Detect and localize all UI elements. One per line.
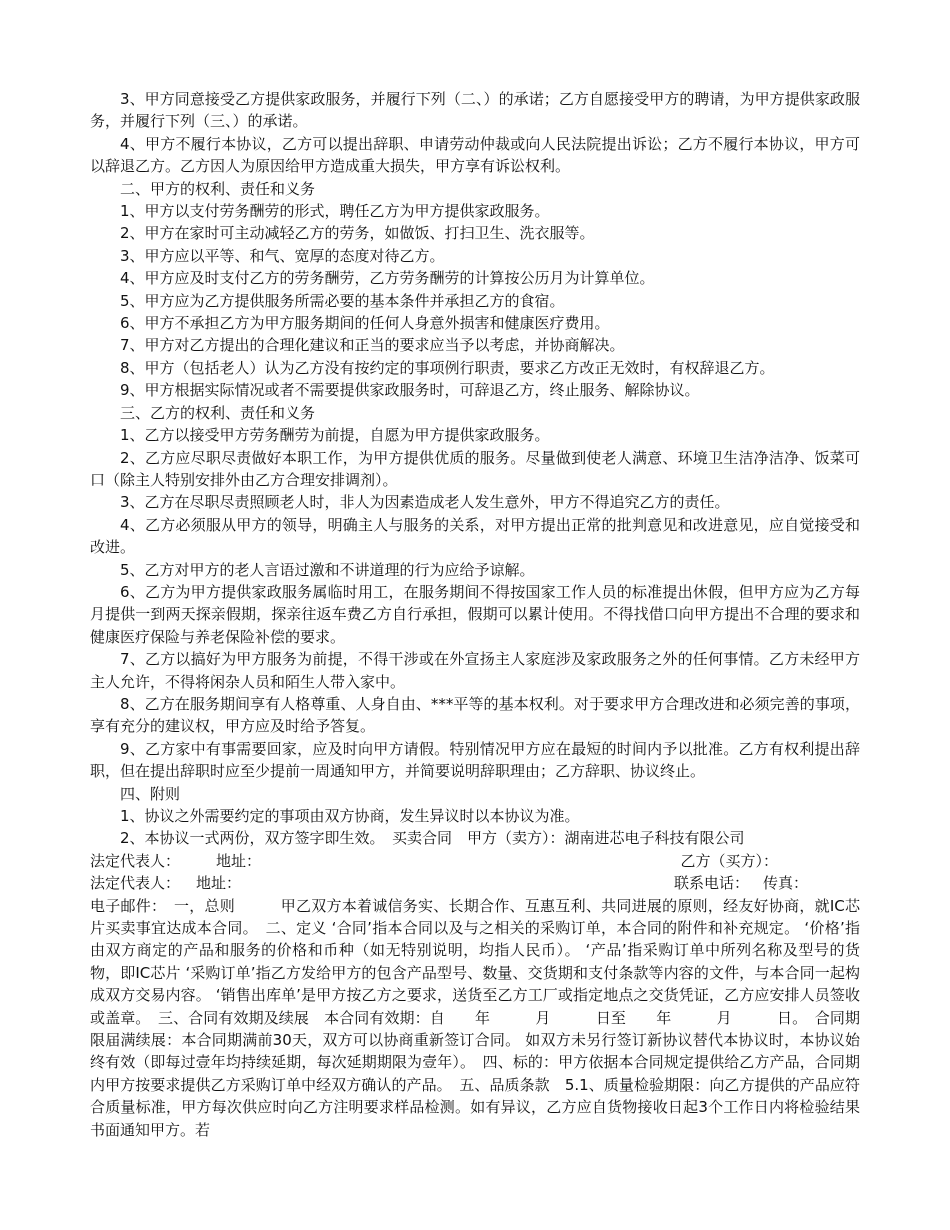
clause-paragraph: 1、乙方以接受甲方劳务酬劳为前提，自愿为甲方提供家政服务。	[120, 426, 550, 445]
clause-paragraph: 3、甲方应以平等、和气、宽厚的态度对待乙方。	[120, 246, 445, 265]
clause-paragraph: 9、甲方根据实际情况或者不需要提供家政服务时，可辞退乙方，终止服务、解除协议。	[120, 381, 700, 400]
clause-paragraph: 5、甲方应为乙方提供服务所需必要的基本条件并承担乙方的食宿。	[120, 291, 565, 310]
clause-paragraph: 1、协议之外需要约定的事项由双方协商，发生异议时以本协议为准。	[120, 807, 580, 825]
signature-clause: 2、本协议一式两份，双方签字即生效。 买卖合同 甲方（卖方）：湖南进芯电子科技有限公司	[120, 829, 745, 848]
clause-paragraph: 4、甲方应及时支付乙方的劳务酬劳，乙方劳务酬劳的计算按公历月为计算单位。	[120, 269, 655, 288]
clause-paragraph: 8、乙方在服务期间享有人格尊重、人身自由、***平等的基本权利。对于要求甲方合理改进和必须完善的事项，享有充分的建议权，甲方应及时给予答复。	[90, 694, 860, 736]
clause-paragraph: 三、乙方的权利、责任和义务	[120, 403, 316, 422]
clause-paragraph: 7、甲方对乙方提出的合理化建议和正当的要求应当予以考虑，并协商解决。	[120, 336, 625, 355]
clause-paragraph: 7、乙方以搞好为甲方服务为前提，不得干涉或在外宣扬主人家庭涉及家政服务之外的任何事情。乙方未经甲方主人允许，不得将闲杂人员和陌生人带入家中。	[90, 650, 860, 691]
clause-paragraph: 8、甲方（包括老人）认为乙方没有按约定的事项例行职责，要求乙方改正无效时，有权辞退乙方。	[120, 358, 775, 377]
clause-paragraph: 3、乙方在尽职尽责照顾老人时，非人为因素造成老人发生意外，甲方不得追究乙方的责任。	[120, 493, 730, 512]
representative-row-2	[90, 872, 860, 894]
clause-paragraph: 四、附则	[120, 784, 181, 803]
clause-paragraph: 6、乙方为甲方提供家政服务属临时用工，在服务期间不得按国家工作人员的标准提出休假，但甲方应为乙方每月提供一到两天探亲假期，探亲往返车费乙方自行承担，假期可以累计使用。不得找借口向甲方提出不合理的要求和健康医疗保险与养老保险补偿的要求。	[90, 582, 860, 646]
clause-paragraph: 2、乙方应尽职尽责做好本职工作，为甲方提供优质的服务。尽量做到使老人满意、环境卫生洁净洁净、饭菜可口（除主人特别安排外由乙方合理安排调剂）。	[90, 448, 860, 489]
clause-paragraph: 二、甲方的权利、责任和义务	[120, 179, 316, 198]
address-label-1: 地址：	[216, 851, 262, 870]
contract-document	[90, 88, 860, 1141]
representative-row-1	[90, 850, 860, 872]
sales-contract-body: 电子邮件： 一，总则 甲乙双方本着诚信务实、长期合作、互惠互利、共同进展的原则，经友好协商，就IC芯片买卖事宜达成本合同。 二、定义 ‘合同’指本合同以及与之相关的采购订单，本合同的附件和补充规定。 ‘价格’指由双方商定的产品和服务的价格和币种（如无特别说明，均指人民币）。 ‘产品’指采购订单中所列名称及型号的货物，即IC芯片 ‘采购订单’指乙方发给甲方的包含产品型号、数量、交货期和支付条款等内容的文件，与本合同一起构成双方交易内容。 ‘销售出库单’是甲方按乙方之要求，送货至乙方工厂或指定地点之交货凭证，乙方应安排人员签收或盖章。 三、合同有效期及续展 本合同有效期：自 年 月 日至 年 月 日。 合同期限届满续展：本合同期满前30天，双方可以协商重新签订合同。 如双方未另行签订新协议替代本协议时，本协议始终有效（即每过壹年均持续延期，每次延期期限为壹年）。 四、标的：甲方依据本合同规定提供给乙方产品，合同期内甲方按要求提供乙方采购订单中经双方确认的产品。 五、品质条款 5.1、质量检验期限：向乙方提供的产品应符合质量标准，甲方每次供应时向乙方注明要求样品检测。如有异议，乙方应自货物接收日起3个工作日内将检验结果书面通知甲方。若	[90, 896, 860, 1139]
party-b-buyer-label: 乙方（买方）：	[680, 851, 778, 870]
clause-paragraph: 3、甲方同意接受乙方提供家政服务，并履行下列（二、）的承诺；乙方自愿接受甲方的聘请，为甲方提供家政服务，并履行下列（三、）的承诺。	[90, 90, 860, 131]
legal-rep-label-2: 法定代表人：	[90, 874, 181, 893]
clause-paragraph: 4、甲方不履行本协议，乙方可以提出辞职、申请劳动仲裁或向人民法院提出诉讼；乙方不履行本协议，甲方可以辞退乙方。乙方因人为原因给甲方造成重大损失，甲方享有诉讼权利。	[90, 134, 860, 176]
clause-paragraph: 9、乙方家中有事需要回家，应及时向甲方请假。特别情况甲方应在最短的时间内予以批准。乙方有权利提出辞职，但在提出辞职时应至少提前一周通知甲方，并简要说明辞职理由；乙方辞职、协议终止。	[90, 739, 860, 781]
household-service-clauses	[90, 88, 860, 827]
clause-paragraph: 1、甲方以支付劳务酬劳的形式，聘任乙方为甲方提供家政服务。	[120, 202, 550, 221]
clause-paragraph: 4、乙方必须服从甲方的领导，明确主人与服务的关系，对甲方提出正常的批判意见和改进意见，应自觉接受和改进。	[90, 515, 860, 557]
phone-label: 联系电话：	[673, 874, 749, 893]
legal-rep-label-1: 法定代表人：	[90, 851, 181, 870]
clause-paragraph: 5、乙方对甲方的老人言语过激和不讲道理的行为应给予谅解。	[120, 560, 535, 579]
clause-paragraph: 6、甲方不承担乙方为甲方服务期间的任何人身意外损害和健康医疗费用。	[120, 314, 610, 333]
fax-label: 传真：	[762, 874, 808, 893]
address-label-2: 地址：	[196, 874, 242, 893]
clause-paragraph: 2、甲方在家时可主动减轻乙方的劳务，如做饭、打扫卫生、洗衣服等。	[120, 224, 595, 243]
